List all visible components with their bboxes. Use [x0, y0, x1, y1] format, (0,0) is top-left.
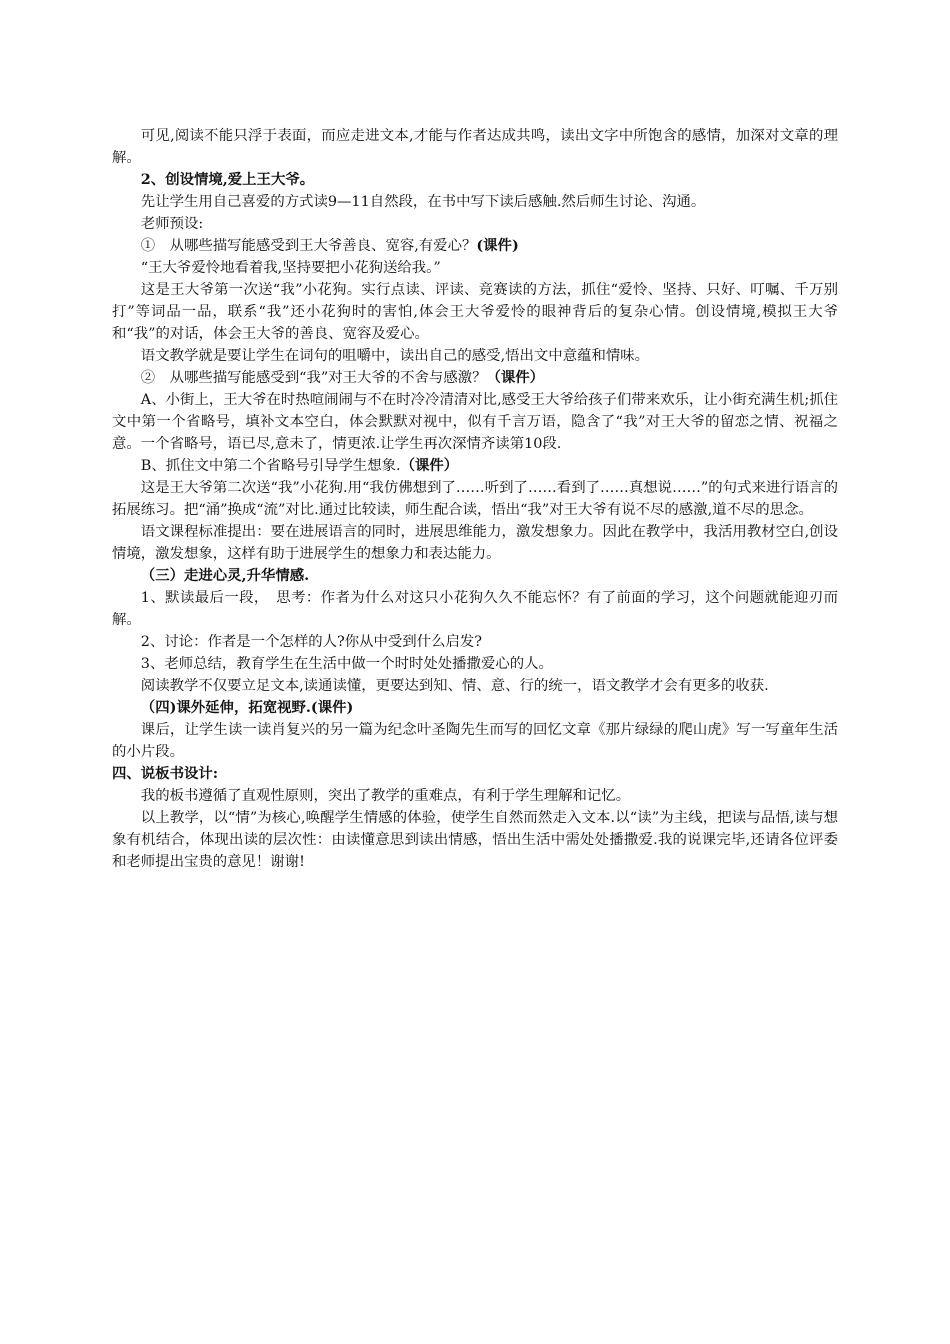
section-heading: 2、创设情境,爱上王大爷。 [140, 171, 315, 188]
paragraph: 可见,阅读不能只浮于表面，而应走进文本,才能与作者达成共鸣，读出文字中所饱含的感情，加深对文章的理解。 [112, 128, 838, 166]
courseware-tag: （课件） [486, 369, 545, 386]
paragraph: 语文教学就是要让学生在词句的咀嚼中，读出自己的感受,悟出文中意蕴和情味。 [140, 348, 650, 364]
document-body [112, 125, 838, 873]
paragraph [112, 367, 838, 389]
courseware-tag: （课件） [400, 457, 459, 474]
paragraph: 1、默读最后一段， 思考：作者为什么对这只小花狗久久不能忘怀？有了前面的学习，这个问题就能迎刃而解。 [112, 590, 838, 628]
courseware-tag: (课件) [476, 237, 519, 254]
paragraph: 老师预设: [140, 216, 204, 232]
paragraph: 课后，让学生读一读肖复兴的另一篇为纪念叶圣陶先生而写的回忆文章《那片绿绿的爬山虎》写一写童年生活的小片段。 [112, 722, 838, 760]
paragraph: 以上教学，以“情”为核心,唤醒学生情感的体验，使学生自然而然走入文本.以“读”为主线，把读与品悟,读与想象有机结合，体现出读的层次性：由读懂意思到读出情感，悟出生活中需处处播撒爱.我的说课完毕,还请各位评委和老师提出宝贵的意见！谢谢! [112, 810, 838, 870]
paragraph: 这是王大爷第二次送“我”小花狗.用“我仿佛想到了……听到了……看到了……真想说……”的句式来进行语言的拓展练习。把“涌”换成“流”对比.通过比较读，师生配合读，悟出“我”对王大爷有说不尽的感激,道不尽的思念。 [112, 480, 838, 518]
paragraph [112, 235, 838, 257]
paragraph: 我的板书遵循了直观性原则，突出了教学的重难点，有利于学生理解和记忆。 [140, 788, 631, 804]
paragraph: 2、讨论：作者是一个怎样的人?你从中受到什么启发? [140, 634, 482, 650]
paragraph: 语文课程标准提出：要在进展语言的同时，进展思维能力，激发想象力。因此在教学中，我活用教材空白,创设情境，激发想象，这样有助于进展学生的想象力和表达能力。 [112, 524, 838, 562]
section-heading: （三）走进心灵,升华情感. [140, 567, 310, 584]
question-text: ② 从哪些描写能感受到“我”对王大爷的不舍与感激？ [140, 370, 487, 386]
paragraph [112, 455, 838, 477]
quote-paragraph: “王大爷爱怜地看着我,坚持要把小花狗送给我。” [140, 260, 441, 276]
paragraph: 阅读教学不仅要立足文本,读通读懂，更要达到知、情、意、行的统一，语文教学才会有更多的收获. [140, 678, 769, 694]
section-heading: （四)课外延伸，拓宽视野.(课件) [140, 699, 354, 716]
item-text: B、抓住文中第二个省略号引导学生想象. [140, 458, 401, 474]
paragraph: A、小街上，王大爷在时热喧闹闹与不在时冷冷清清对比,感受王大爷给孩子们带来欢乐，让小街充满生机;抓住文中第一个省略号，填补文本空白，体会默默对视中，似有千言万语，隐含了“我”对王大爷的留恋之情、祝福之意。一个省略号，语已尽,意未了，情更浓.让学生再次深情齐读第10段. [112, 392, 838, 452]
paragraph: 先让学生用自己喜爱的方式读9—11自然段，在书中写下读后感触.然后师生讨论、沟通。 [140, 194, 706, 210]
question-text: ① 从哪些描写能感受到王大爷善良、宽容,有爱心？ [140, 238, 477, 254]
paragraph: 3、老师总结，教育学生在生活中做一个时时处处播撒爱心的人。 [140, 656, 553, 672]
section-heading: 四、说板书设计: [112, 765, 219, 782]
paragraph: 这是王大爷第一次送“我”小花狗。实行点读、评读、竞赛读的方法，抓住“爱怜、坚持、只好、叮嘱、千万别打”等词品一品，联系“我”还小花狗时的害怕,体会王大爷爱怜的眼神背后的复杂心情。创设情境,模拟王大爷和“我”的对话，体会王大爷的善良、宽容及爱心。 [112, 282, 838, 342]
